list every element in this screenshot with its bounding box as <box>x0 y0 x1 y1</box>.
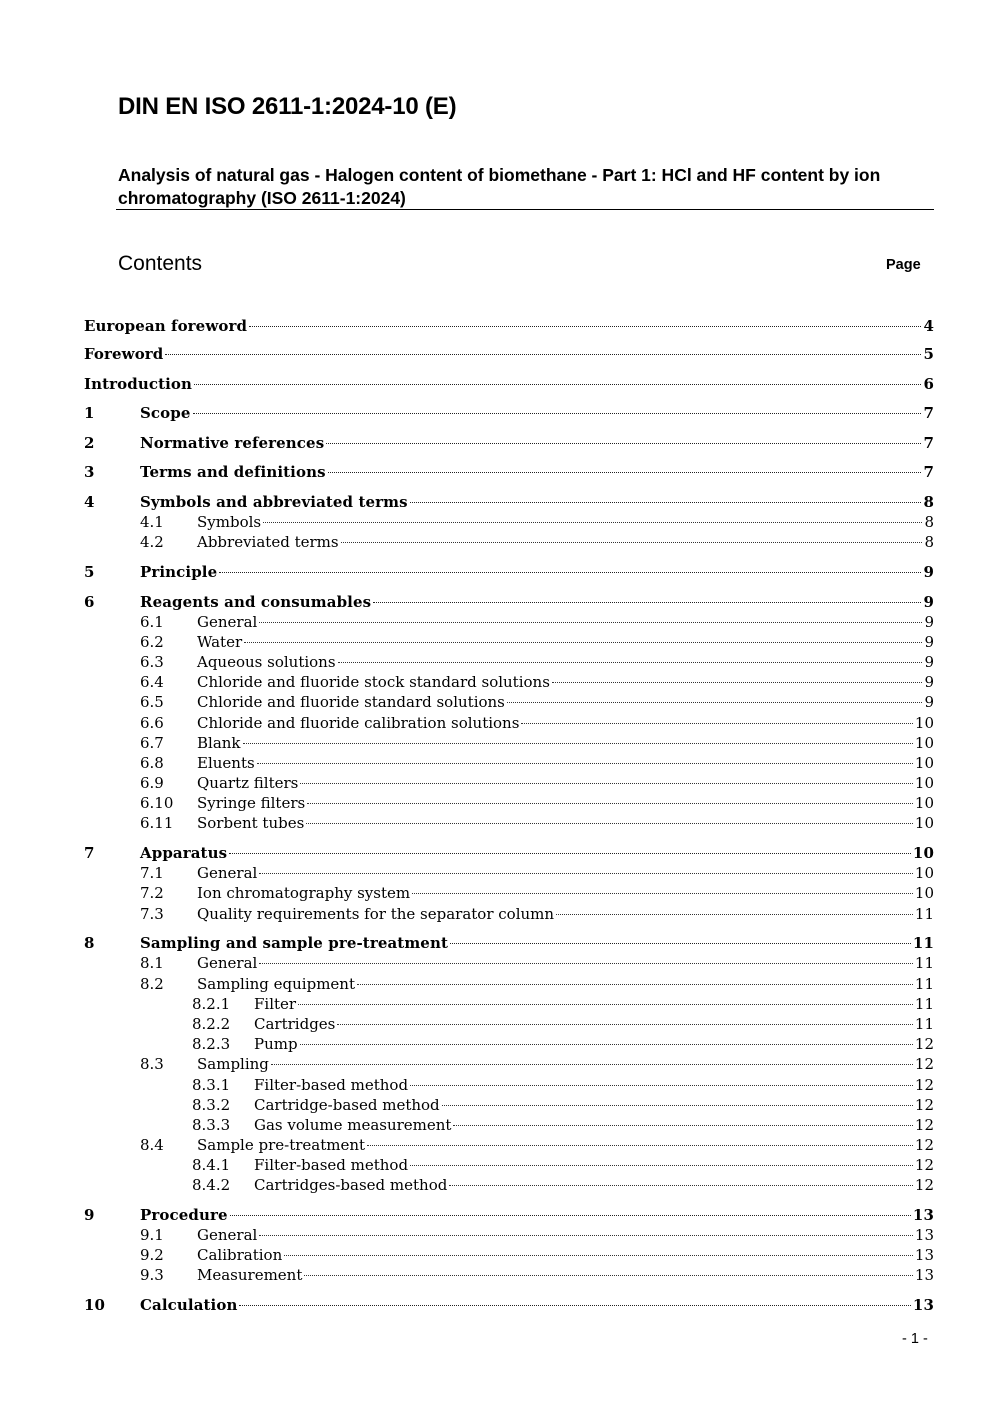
toc-entry-number: 8.4.2 <box>192 1176 231 1194</box>
toc-dot-leader <box>328 472 922 473</box>
toc-entry-title: Procedure <box>140 1206 228 1224</box>
toc-entry-page: 13 <box>914 1246 934 1264</box>
toc-dot-leader <box>373 602 921 603</box>
toc-entry-number: 8.2.1 <box>192 995 231 1013</box>
toc-entry[interactable] <box>84 1115 934 1135</box>
toc-entry[interactable] <box>84 1054 934 1074</box>
toc-entry[interactable] <box>84 773 934 793</box>
toc-entry-page: 11 <box>914 1015 934 1033</box>
toc-entry-title: General <box>197 1226 258 1244</box>
toc-entry-number: 3 <box>84 463 95 481</box>
toc-entry-title: Apparatus <box>140 844 228 862</box>
toc-entry-number: 9.2 <box>140 1246 164 1264</box>
toc-entry-number: 4.2 <box>140 533 164 551</box>
toc-dot-leader <box>165 354 921 355</box>
toc-dot-leader <box>412 893 913 894</box>
toc-entry-number: 1 <box>84 404 95 422</box>
toc-dot-leader <box>284 1255 913 1256</box>
toc-dot-leader <box>249 326 921 327</box>
toc-entry-number: 6.8 <box>140 754 164 772</box>
toc-entry-page: 13 <box>912 1206 934 1224</box>
toc-entry-number: 6.6 <box>140 714 164 732</box>
toc-entry-page: 7 <box>923 404 934 422</box>
toc-entry-page: 8 <box>923 493 934 511</box>
toc-entry-number: 6.11 <box>140 814 174 832</box>
toc-entry-page: 9 <box>924 673 934 691</box>
toc-entry-page: 11 <box>912 934 934 952</box>
toc-entry-number: 9 <box>84 1206 95 1224</box>
toc-entry-title: Symbols <box>197 513 262 531</box>
toc-entry-page: 8 <box>924 513 934 531</box>
document-title: DIN EN ISO 2611-1:2024-10 (E) <box>118 93 457 120</box>
toc-entry[interactable] <box>84 753 934 773</box>
toc-dot-leader <box>259 873 913 874</box>
toc-dot-leader <box>300 783 913 784</box>
toc-entry-title: Cartridge-based method <box>254 1096 440 1114</box>
toc-entry-number: 6.7 <box>140 734 164 752</box>
toc-entry[interactable] <box>84 433 934 453</box>
toc-dot-leader <box>556 914 913 915</box>
toc-dot-leader <box>244 642 922 643</box>
toc-entry-number: 8.2.3 <box>192 1035 231 1053</box>
toc-entry-page: 5 <box>923 345 934 363</box>
toc-entry-title: Principle <box>140 563 218 581</box>
toc-dot-leader <box>521 723 913 724</box>
toc-dot-leader <box>259 963 913 964</box>
toc-entry-title: Water <box>197 633 243 651</box>
toc-entry-page: 7 <box>923 434 934 452</box>
toc-entry-title: Filter-based method <box>254 1156 409 1174</box>
toc-entry-number: 9.1 <box>140 1226 164 1244</box>
toc-dot-leader <box>552 682 923 683</box>
toc-entry-page: 12 <box>914 1035 934 1053</box>
toc-entry-page: 11 <box>914 905 934 923</box>
toc-entry-page: 12 <box>914 1096 934 1114</box>
toc-entry-title: Gas volume measurement <box>254 1116 452 1134</box>
toc-entry-title: Blank <box>197 734 241 752</box>
toc-dot-leader <box>453 1125 912 1126</box>
toc-entry-title: Sampling equipment <box>197 975 355 993</box>
toc-entry-title: Filter <box>254 995 297 1013</box>
toc-dot-leader <box>337 1024 913 1025</box>
toc-entry-number: 5 <box>84 563 95 581</box>
toc-dot-leader <box>367 1145 913 1146</box>
toc-entry-title: Abbreviated terms <box>197 533 339 551</box>
toc-entry-page: 4 <box>923 317 934 335</box>
toc-entry[interactable] <box>84 1225 934 1245</box>
toc-dot-leader <box>230 1215 911 1216</box>
toc-entry[interactable] <box>84 652 934 672</box>
toc-entry-page: 10 <box>914 774 934 792</box>
toc-dot-leader <box>341 542 923 543</box>
toc-entry-page: 6 <box>923 375 934 393</box>
toc-entry-page: 9 <box>923 593 934 611</box>
toc-dot-leader <box>326 443 921 444</box>
toc-entry[interactable] <box>84 1295 934 1315</box>
toc-entry-number: 4 <box>84 493 95 511</box>
toc-dot-leader <box>410 502 922 503</box>
toc-entry[interactable] <box>84 1265 934 1285</box>
toc-entry-page: 7 <box>923 463 934 481</box>
toc-entry-page: 10 <box>912 844 934 862</box>
toc-entry-page: 9 <box>924 613 934 631</box>
toc-entry-page: 10 <box>914 864 934 882</box>
toc-entry-number: 8 <box>84 934 95 952</box>
toc-dot-leader <box>257 763 913 764</box>
toc-entry[interactable] <box>84 374 934 394</box>
toc-dot-leader <box>263 522 922 523</box>
toc-entry-title: General <box>197 864 258 882</box>
toc-dot-leader <box>298 1004 913 1005</box>
toc-entry-page: 9 <box>924 693 934 711</box>
toc-entry[interactable] <box>84 863 934 883</box>
toc-entry-number: 6.5 <box>140 693 164 711</box>
title-divider <box>116 209 934 210</box>
toc-entry-number: 7 <box>84 844 95 862</box>
toc-entry-title: Chloride and fluoride stock standard solutions <box>197 673 550 691</box>
toc-entry-title: Eluents <box>197 754 255 772</box>
toc-dot-leader <box>300 1044 913 1045</box>
toc-entry-title: Filter-based method <box>254 1076 409 1094</box>
toc-entry-number: 6.9 <box>140 774 164 792</box>
toc-entry-page: 13 <box>914 1266 934 1284</box>
toc-entry[interactable] <box>84 1175 934 1195</box>
toc-entry-number: 6.3 <box>140 653 164 671</box>
toc-entry-page: 11 <box>914 995 934 1013</box>
toc-entry-number: 7.3 <box>140 905 164 923</box>
toc-entry[interactable] <box>84 592 934 612</box>
toc-entry-page: 9 <box>923 563 934 581</box>
toc-entry[interactable] <box>84 1095 934 1115</box>
toc-entry-number: 8.2 <box>140 975 164 993</box>
toc-entry-number: 8.1 <box>140 954 164 972</box>
toc-entry-title: Cartridges-based method <box>254 1176 448 1194</box>
toc-entry[interactable] <box>84 612 934 632</box>
toc-entry-title: Sampling and sample pre-treatment <box>140 934 448 952</box>
toc-entry-number: 8.4.1 <box>192 1156 231 1174</box>
toc-dot-leader <box>442 1105 913 1106</box>
toc-entry[interactable] <box>84 933 934 953</box>
toc-entry[interactable] <box>84 733 934 753</box>
toc-entry-title: Introduction <box>84 375 193 393</box>
toc-entry[interactable] <box>84 974 934 994</box>
toc-entry-number: 6.1 <box>140 613 164 631</box>
toc-entry-page: 13 <box>912 1296 934 1314</box>
toc-entry[interactable] <box>84 1245 934 1265</box>
toc-entry[interactable] <box>84 532 934 552</box>
toc-entry-title: Chloride and fluoride calibration solutions <box>197 714 520 732</box>
toc-entry-number: 2 <box>84 434 95 452</box>
toc-dot-leader <box>259 622 922 623</box>
toc-entry-number: 8.3.3 <box>192 1116 231 1134</box>
toc-entry-title: Sampling <box>197 1055 269 1073</box>
toc-entry[interactable] <box>84 1205 934 1225</box>
toc-entry[interactable] <box>84 793 934 813</box>
toc-entry[interactable] <box>84 843 934 863</box>
toc-entry[interactable] <box>84 713 934 733</box>
toc-entry[interactable] <box>84 512 934 532</box>
toc-entry-page: 10 <box>914 794 934 812</box>
toc-entry[interactable] <box>84 403 934 423</box>
toc-entry-title: Aqueous solutions <box>197 653 336 671</box>
toc-dot-leader <box>259 1235 913 1236</box>
toc-dot-leader <box>271 1064 913 1065</box>
toc-entry-title: Measurement <box>197 1266 303 1284</box>
toc-entry-title: Syringe filters <box>197 794 306 812</box>
toc-entry-page: 11 <box>914 954 934 972</box>
toc-entry-number: 8.2.2 <box>192 1015 231 1033</box>
toc-entry[interactable] <box>84 492 934 512</box>
toc-entry[interactable] <box>84 1014 934 1034</box>
toc-entry-title: Foreword <box>84 345 164 363</box>
toc-entry-page: 10 <box>914 714 934 732</box>
toc-entry-page: 10 <box>914 754 934 772</box>
toc-entry-title: Pump <box>254 1035 298 1053</box>
toc-entry-page: 12 <box>914 1136 934 1154</box>
toc-dot-leader <box>357 984 913 985</box>
toc-dot-leader <box>306 823 913 824</box>
toc-dot-leader <box>410 1165 913 1166</box>
toc-entry-title: Cartridges <box>254 1015 336 1033</box>
toc-entry-title: Quartz filters <box>197 774 299 792</box>
toc-entry-page: 9 <box>924 633 934 651</box>
toc-entry-page: 12 <box>914 1076 934 1094</box>
toc-dot-leader <box>450 943 911 944</box>
toc-entry-title: Sorbent tubes <box>197 814 305 832</box>
toc-entry-page: 10 <box>914 884 934 902</box>
toc-entry-title: Reagents and consumables <box>140 593 372 611</box>
toc-entry-number: 10 <box>84 1296 106 1314</box>
toc-dot-leader <box>239 1305 910 1306</box>
toc-entry-number: 7.2 <box>140 884 164 902</box>
page-number: - 1 - <box>902 1331 928 1347</box>
toc-entry-page: 8 <box>924 533 934 551</box>
toc-entry-number: 6 <box>84 593 95 611</box>
toc-entry-page: 12 <box>914 1116 934 1134</box>
toc-dot-leader <box>219 572 921 573</box>
toc-entry-number: 8.3.1 <box>192 1076 231 1094</box>
toc-entry-number: 6.10 <box>140 794 174 812</box>
toc-dot-leader <box>243 743 913 744</box>
toc-entry-number: 6.4 <box>140 673 164 691</box>
toc-dot-leader <box>194 384 921 385</box>
toc-entry-page: 11 <box>914 975 934 993</box>
toc-dot-leader <box>193 413 922 414</box>
toc-dot-leader <box>338 662 923 663</box>
toc-entry-title: European foreword <box>84 317 248 335</box>
toc-dot-leader <box>304 1275 913 1276</box>
toc-entry-page: 9 <box>924 653 934 671</box>
toc-entry-title: Calculation <box>140 1296 238 1314</box>
contents-heading: Contents <box>118 252 203 275</box>
toc-entry-title: Ion chromatography system <box>197 884 411 902</box>
toc-entry[interactable] <box>84 953 934 973</box>
toc-entry-number: 8.4 <box>140 1136 164 1154</box>
toc-entry-title: Chloride and fluoride standard solutions <box>197 693 505 711</box>
toc-entry-title: General <box>197 954 258 972</box>
toc-entry-page: 12 <box>914 1055 934 1073</box>
toc-entry-page: 10 <box>914 734 934 752</box>
toc-entry[interactable] <box>84 904 934 924</box>
toc-entry-page: 10 <box>914 814 934 832</box>
toc-entry[interactable] <box>84 1155 934 1175</box>
toc-entry-title: Calibration <box>197 1246 283 1264</box>
toc-entry-title: Normative references <box>140 434 325 452</box>
toc-entry-number: 8.3 <box>140 1055 164 1073</box>
toc-dot-leader <box>229 853 911 854</box>
toc-entry-page: 13 <box>914 1226 934 1244</box>
toc-entry-title: Quality requirements for the separator column <box>197 905 555 923</box>
toc-entry-title: Sample pre-treatment <box>197 1136 366 1154</box>
toc-entry[interactable] <box>84 1135 934 1155</box>
toc-entry[interactable] <box>84 1034 934 1054</box>
toc-entry-number: 7.1 <box>140 864 164 882</box>
toc-entry-number: 6.2 <box>140 633 164 651</box>
toc-entry-number: 4.1 <box>140 513 164 531</box>
document-subtitle: Analysis of natural gas - Halogen content of biomethane - Part 1: HCl and HF content by ion chromatography (ISO 2611-1:2024) <box>118 165 881 208</box>
page-column-heading: Page <box>886 257 921 273</box>
toc-entry[interactable] <box>84 462 934 482</box>
toc-entry[interactable] <box>84 562 934 582</box>
toc-entry[interactable] <box>84 632 934 652</box>
toc-entry[interactable] <box>84 883 934 903</box>
toc-entry-title: Terms and definitions <box>140 463 326 481</box>
toc-entry[interactable] <box>84 994 934 1014</box>
toc-entry-page: 12 <box>914 1176 934 1194</box>
toc-dot-leader <box>449 1185 913 1186</box>
toc-dot-leader <box>410 1085 913 1086</box>
toc-dot-leader <box>307 803 913 804</box>
toc-entry[interactable] <box>84 813 934 833</box>
toc-entry[interactable] <box>84 692 934 712</box>
toc-entry-number: 9.3 <box>140 1266 164 1284</box>
toc-entry[interactable] <box>84 316 934 336</box>
toc-dot-leader <box>507 702 923 703</box>
toc-entry-title: General <box>197 613 258 631</box>
toc-entry-page: 12 <box>914 1156 934 1174</box>
toc-entry-number: 8.3.2 <box>192 1096 231 1114</box>
toc-entry[interactable] <box>84 344 934 364</box>
toc-entry-title: Symbols and abbreviated terms <box>140 493 408 511</box>
toc-entry[interactable] <box>84 672 934 692</box>
toc-entry[interactable] <box>84 1075 934 1095</box>
toc-entry-title: Scope <box>140 404 191 422</box>
